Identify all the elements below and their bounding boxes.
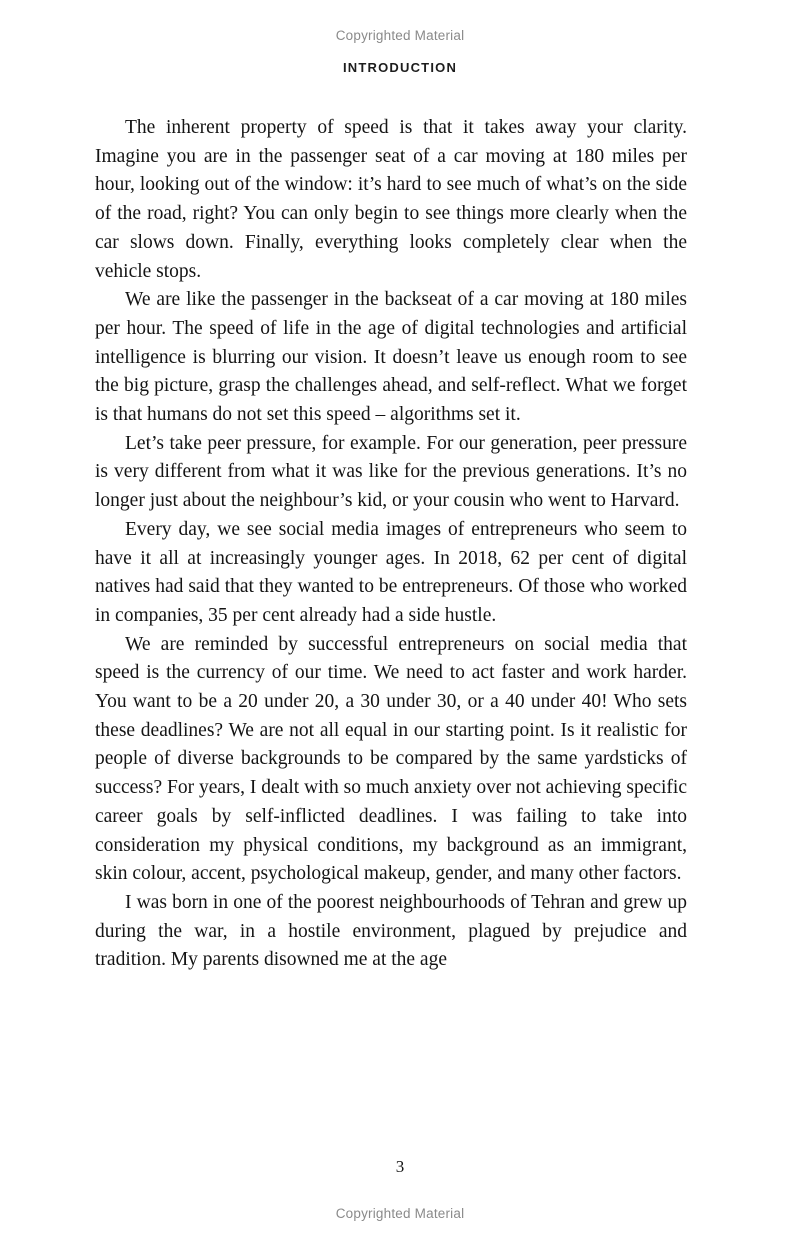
body-paragraph: We are like the passenger in the backseat of a car moving at 180 miles per hour. The speed of life in the age of digital technologies and artificial intelligence is blurring our vision. It doesn’t leave us enough room to see the big picture, grasp the challenges ahead, and self-reflect. What we forget is that humans do not set this speed – algorithms set it. — [95, 289, 687, 426]
body-paragraph: The inherent property of speed is that it takes away your clarity. Imagine you are in the passenger seat of a car moving at 180 miles per hour, looking out of the window: it’s hard to see much of what’s on the side of the road, right? You can only begin to see things more clearly when the car slows down. Finally, everything looks completely clear when the vehicle stops. — [95, 117, 687, 282]
body-paragraph: We are reminded by successful entrepreneurs on social media that speed is the currency of our time. We need to act faster and work harder. You want to be a 20 under 20, a 30 under 30, or a 40 under 40! Who sets these deadlines? We are not all equal in our starting point. Is it realistic for people of diverse backgrounds to be compared by the same yardsticks of success? For years, I dealt with so much anxiety over not achieving specific career goals by self-inflicted deadlines. I was failing to take into consideration my physical conditions, my background as an immigrant, skin colour, accent, psychological makeup, gender, and many other factors. — [95, 633, 687, 885]
body-text — [95, 114, 687, 975]
copyright-notice-bottom: Copyrighted Material — [335, 1206, 465, 1221]
chapter-running-head: INTRODUCTION — [342, 60, 458, 75]
page-number: 3 — [395, 1157, 405, 1176]
copyright-notice-top: Copyrighted Material — [335, 28, 465, 43]
body-paragraph: Every day, we see social media images of entrepreneurs who seem to have it all at increasingly younger ages. In 2018, 62 per cent of digital natives had said that they wanted to be entrepreneurs. Of those who worked in companies, 35 per cent already had a side hustle. — [95, 518, 687, 626]
body-paragraph: I was born in one of the poorest neighbourhoods of Tehran and grew up during the war, in a hostile environment, plagued by prejudice and tradition. My parents disowned me at the age — [95, 891, 687, 971]
body-paragraph: Let’s take peer pressure, for example. For our generation, peer pressure is very different from what it was like for the previous generations. It’s no longer just about the neighbour’s kid, or your cousin who went to Harvard. — [95, 432, 687, 512]
